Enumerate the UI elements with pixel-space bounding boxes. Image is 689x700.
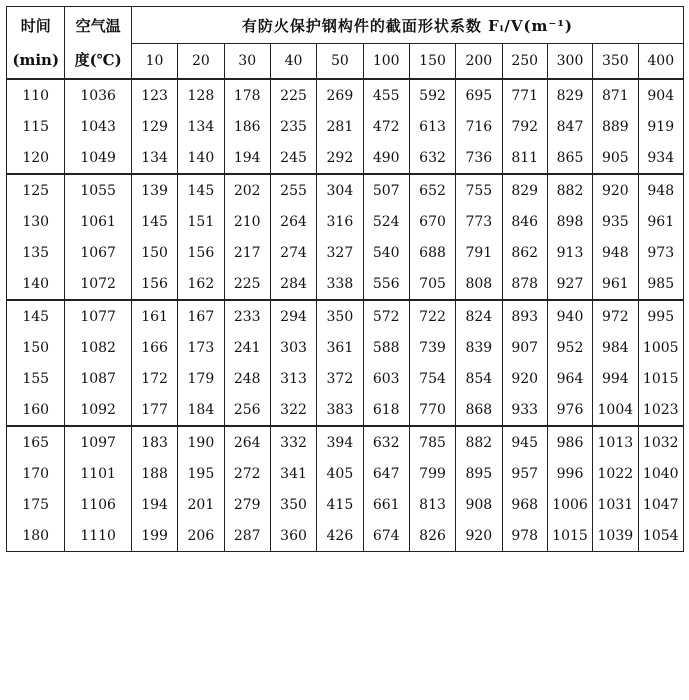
cell-air-temp: 1087 xyxy=(65,363,131,394)
cell-value: 948 xyxy=(638,174,684,206)
cell-value: 284 xyxy=(270,268,316,300)
cell-value: 588 xyxy=(363,332,409,363)
cell-value: 139 xyxy=(131,174,177,206)
cell-value: 716 xyxy=(456,111,502,142)
cell-value: 145 xyxy=(178,174,224,206)
cell-value: 327 xyxy=(317,237,363,268)
cell-value: 968 xyxy=(502,489,547,520)
cell-value: 225 xyxy=(270,79,316,111)
cell-air-temp: 1097 xyxy=(65,426,131,458)
table-row xyxy=(7,332,684,363)
cell-value: 739 xyxy=(409,332,455,363)
header-factor-150: 150 xyxy=(409,44,455,80)
cell-value: 1005 xyxy=(638,332,684,363)
cell-value: 920 xyxy=(456,520,502,552)
cell-value: 186 xyxy=(224,111,270,142)
cell-value: 920 xyxy=(502,363,547,394)
cell-air-temp: 1043 xyxy=(65,111,131,142)
cell-air-temp: 1082 xyxy=(65,332,131,363)
cell-value: 1054 xyxy=(638,520,684,552)
cell-time: 165 xyxy=(7,426,65,458)
cell-value: 264 xyxy=(270,206,316,237)
cell-value: 934 xyxy=(638,142,684,174)
cell-value: 976 xyxy=(547,394,592,426)
cell-value: 895 xyxy=(456,458,502,489)
cell-value: 134 xyxy=(131,142,177,174)
cell-value: 202 xyxy=(224,174,270,206)
cell-value: 773 xyxy=(456,206,502,237)
cell-value: 287 xyxy=(224,520,270,552)
cell-air-temp: 1036 xyxy=(65,79,131,111)
cell-value: 316 xyxy=(317,206,363,237)
cell-value: 524 xyxy=(363,206,409,237)
cell-value: 985 xyxy=(638,268,684,300)
table-row xyxy=(7,520,684,552)
cell-value: 919 xyxy=(638,111,684,142)
cell-time: 130 xyxy=(7,206,65,237)
header-factor-100: 100 xyxy=(363,44,409,80)
table-row xyxy=(7,363,684,394)
cell-value: 754 xyxy=(409,363,455,394)
cell-value: 145 xyxy=(131,206,177,237)
cell-value: 151 xyxy=(178,206,224,237)
cell-value: 674 xyxy=(363,520,409,552)
cell-value: 455 xyxy=(363,79,409,111)
cell-value: 1040 xyxy=(638,458,684,489)
cell-value: 688 xyxy=(409,237,455,268)
cell-time: 125 xyxy=(7,174,65,206)
cell-value: 882 xyxy=(547,174,592,206)
cell-value: 167 xyxy=(178,300,224,332)
cell-value: 1031 xyxy=(593,489,638,520)
cell-value: 235 xyxy=(270,111,316,142)
cell-value: 572 xyxy=(363,300,409,332)
cell-value: 1006 xyxy=(547,489,592,520)
cell-air-temp: 1055 xyxy=(65,174,131,206)
cell-air-temp: 1061 xyxy=(65,206,131,237)
cell-value: 854 xyxy=(456,363,502,394)
table-row xyxy=(7,79,684,111)
cell-value: 670 xyxy=(409,206,455,237)
cell-value: 361 xyxy=(317,332,363,363)
cell-value: 908 xyxy=(456,489,502,520)
cell-value: 183 xyxy=(131,426,177,458)
table-row xyxy=(7,458,684,489)
header-factor-300: 300 xyxy=(547,44,592,80)
header-factor-50: 50 xyxy=(317,44,363,80)
cell-value: 201 xyxy=(178,489,224,520)
cell-air-temp: 1106 xyxy=(65,489,131,520)
table-row xyxy=(7,142,684,174)
cell-value: 618 xyxy=(363,394,409,426)
cell-value: 647 xyxy=(363,458,409,489)
cell-value: 652 xyxy=(409,174,455,206)
cell-value: 755 xyxy=(456,174,502,206)
cell-time: 175 xyxy=(7,489,65,520)
cell-value: 952 xyxy=(547,332,592,363)
steel-temperature-table xyxy=(6,6,684,552)
cell-value: 322 xyxy=(270,394,316,426)
cell-value: 338 xyxy=(317,268,363,300)
cell-air-temp: 1067 xyxy=(65,237,131,268)
header-time-line2: (min) xyxy=(12,50,60,69)
cell-value: 341 xyxy=(270,458,316,489)
cell-value: 973 xyxy=(638,237,684,268)
cell-value: 179 xyxy=(178,363,224,394)
cell-value: 217 xyxy=(224,237,270,268)
cell-value: 957 xyxy=(502,458,547,489)
cell-air-temp: 1110 xyxy=(65,520,131,552)
cell-value: 613 xyxy=(409,111,455,142)
cell-value: 898 xyxy=(547,206,592,237)
cell-value: 178 xyxy=(224,79,270,111)
table-row xyxy=(7,426,684,458)
cell-value: 383 xyxy=(317,394,363,426)
cell-value: 405 xyxy=(317,458,363,489)
cell-value: 426 xyxy=(317,520,363,552)
cell-value: 984 xyxy=(593,332,638,363)
cell-value: 188 xyxy=(131,458,177,489)
cell-value: 350 xyxy=(270,489,316,520)
cell-value: 1023 xyxy=(638,394,684,426)
cell-value: 472 xyxy=(363,111,409,142)
cell-value: 264 xyxy=(224,426,270,458)
cell-value: 556 xyxy=(363,268,409,300)
cell-value: 206 xyxy=(178,520,224,552)
cell-value: 156 xyxy=(131,268,177,300)
header-factor-20: 20 xyxy=(178,44,224,80)
cell-value: 705 xyxy=(409,268,455,300)
cell-value: 199 xyxy=(131,520,177,552)
cell-value: 907 xyxy=(502,332,547,363)
header-factor-40: 40 xyxy=(270,44,316,80)
cell-value: 1047 xyxy=(638,489,684,520)
cell-air-temp: 1049 xyxy=(65,142,131,174)
table-body xyxy=(7,79,684,552)
cell-value: 824 xyxy=(456,300,502,332)
cell-value: 889 xyxy=(593,111,638,142)
cell-value: 829 xyxy=(547,79,592,111)
cell-value: 945 xyxy=(502,426,547,458)
table-row xyxy=(7,206,684,237)
cell-value: 868 xyxy=(456,394,502,426)
cell-time: 145 xyxy=(7,300,65,332)
cell-air-temp: 1101 xyxy=(65,458,131,489)
cell-time: 110 xyxy=(7,79,65,111)
cell-value: 603 xyxy=(363,363,409,394)
cell-value: 1004 xyxy=(593,394,638,426)
cell-value: 332 xyxy=(270,426,316,458)
cell-value: 771 xyxy=(502,79,547,111)
cell-value: 241 xyxy=(224,332,270,363)
table-row xyxy=(7,489,684,520)
header-time xyxy=(7,7,65,80)
cell-value: 150 xyxy=(131,237,177,268)
header-time-line1: 时间 xyxy=(20,16,51,35)
cell-value: 1015 xyxy=(638,363,684,394)
cell-value: 994 xyxy=(593,363,638,394)
cell-value: 1022 xyxy=(593,458,638,489)
cell-value: 995 xyxy=(638,300,684,332)
cell-value: 785 xyxy=(409,426,455,458)
cell-value: 256 xyxy=(224,394,270,426)
cell-value: 871 xyxy=(593,79,638,111)
cell-value: 303 xyxy=(270,332,316,363)
cell-value: 245 xyxy=(270,142,316,174)
cell-value: 865 xyxy=(547,142,592,174)
cell-air-temp: 1092 xyxy=(65,394,131,426)
cell-value: 172 xyxy=(131,363,177,394)
cell-time: 140 xyxy=(7,268,65,300)
cell-value: 279 xyxy=(224,489,270,520)
cell-value: 304 xyxy=(317,174,363,206)
cell-value: 799 xyxy=(409,458,455,489)
cell-value: 878 xyxy=(502,268,547,300)
header-factor-250: 250 xyxy=(502,44,547,80)
cell-value: 996 xyxy=(547,458,592,489)
header-air-line2: 度(℃) xyxy=(74,50,122,69)
cell-value: 507 xyxy=(363,174,409,206)
cell-value: 269 xyxy=(317,79,363,111)
cell-value: 839 xyxy=(456,332,502,363)
cell-value: 274 xyxy=(270,237,316,268)
cell-value: 792 xyxy=(502,111,547,142)
cell-value: 846 xyxy=(502,206,547,237)
cell-time: 120 xyxy=(7,142,65,174)
cell-value: 826 xyxy=(409,520,455,552)
table-header xyxy=(7,7,684,80)
cell-value: 882 xyxy=(456,426,502,458)
cell-value: 177 xyxy=(131,394,177,426)
cell-value: 194 xyxy=(131,489,177,520)
cell-value: 695 xyxy=(456,79,502,111)
cell-value: 736 xyxy=(456,142,502,174)
cell-value: 1039 xyxy=(593,520,638,552)
cell-time: 135 xyxy=(7,237,65,268)
cell-value: 162 xyxy=(178,268,224,300)
cell-value: 194 xyxy=(224,142,270,174)
cell-value: 592 xyxy=(409,79,455,111)
cell-value: 360 xyxy=(270,520,316,552)
table-row xyxy=(7,300,684,332)
cell-value: 313 xyxy=(270,363,316,394)
cell-value: 632 xyxy=(363,426,409,458)
cell-value: 913 xyxy=(547,237,592,268)
cell-time: 170 xyxy=(7,458,65,489)
cell-value: 166 xyxy=(131,332,177,363)
cell-value: 722 xyxy=(409,300,455,332)
cell-value: 490 xyxy=(363,142,409,174)
cell-value: 129 xyxy=(131,111,177,142)
cell-value: 134 xyxy=(178,111,224,142)
cell-value: 1015 xyxy=(547,520,592,552)
cell-air-temp: 1077 xyxy=(65,300,131,332)
cell-value: 862 xyxy=(502,237,547,268)
cell-value: 920 xyxy=(593,174,638,206)
cell-value: 847 xyxy=(547,111,592,142)
header-factor-200: 200 xyxy=(456,44,502,80)
cell-value: 281 xyxy=(317,111,363,142)
cell-value: 893 xyxy=(502,300,547,332)
cell-value: 195 xyxy=(178,458,224,489)
cell-value: 225 xyxy=(224,268,270,300)
table-row xyxy=(7,174,684,206)
cell-value: 770 xyxy=(409,394,455,426)
cell-value: 829 xyxy=(502,174,547,206)
cell-value: 986 xyxy=(547,426,592,458)
cell-value: 190 xyxy=(178,426,224,458)
cell-value: 294 xyxy=(270,300,316,332)
cell-value: 210 xyxy=(224,206,270,237)
cell-value: 1032 xyxy=(638,426,684,458)
header-air-line1: 空气温 xyxy=(75,16,121,35)
cell-time: 180 xyxy=(7,520,65,552)
cell-value: 933 xyxy=(502,394,547,426)
cell-value: 372 xyxy=(317,363,363,394)
cell-value: 661 xyxy=(363,489,409,520)
header-factor-350: 350 xyxy=(593,44,638,80)
cell-value: 811 xyxy=(502,142,547,174)
cell-time: 115 xyxy=(7,111,65,142)
cell-value: 961 xyxy=(638,206,684,237)
cell-value: 350 xyxy=(317,300,363,332)
table-row xyxy=(7,394,684,426)
cell-value: 161 xyxy=(131,300,177,332)
cell-value: 255 xyxy=(270,174,316,206)
table-row xyxy=(7,111,684,142)
cell-time: 160 xyxy=(7,394,65,426)
cell-value: 415 xyxy=(317,489,363,520)
cell-value: 394 xyxy=(317,426,363,458)
cell-value: 128 xyxy=(178,79,224,111)
cell-value: 248 xyxy=(224,363,270,394)
cell-time: 150 xyxy=(7,332,65,363)
cell-value: 272 xyxy=(224,458,270,489)
cell-value: 813 xyxy=(409,489,455,520)
cell-value: 233 xyxy=(224,300,270,332)
table-row xyxy=(7,268,684,300)
cell-value: 948 xyxy=(593,237,638,268)
cell-value: 632 xyxy=(409,142,455,174)
cell-value: 173 xyxy=(178,332,224,363)
table-row xyxy=(7,237,684,268)
temperature-table-container xyxy=(6,6,684,552)
cell-time: 155 xyxy=(7,363,65,394)
header-section-factor-group: 有防火保护钢构件的截面形状系数 Fᵢ/V(m⁻¹) xyxy=(131,7,683,44)
cell-value: 905 xyxy=(593,142,638,174)
cell-value: 791 xyxy=(456,237,502,268)
cell-value: 961 xyxy=(593,268,638,300)
header-air-temp xyxy=(65,7,131,80)
cell-value: 140 xyxy=(178,142,224,174)
cell-value: 292 xyxy=(317,142,363,174)
header-factor-30: 30 xyxy=(224,44,270,80)
cell-value: 156 xyxy=(178,237,224,268)
cell-value: 1013 xyxy=(593,426,638,458)
cell-value: 927 xyxy=(547,268,592,300)
header-factor-400: 400 xyxy=(638,44,684,80)
cell-value: 904 xyxy=(638,79,684,111)
cell-value: 940 xyxy=(547,300,592,332)
cell-value: 978 xyxy=(502,520,547,552)
header-factor-10: 10 xyxy=(131,44,177,80)
cell-air-temp: 1072 xyxy=(65,268,131,300)
cell-value: 184 xyxy=(178,394,224,426)
cell-value: 935 xyxy=(593,206,638,237)
cell-value: 540 xyxy=(363,237,409,268)
cell-value: 808 xyxy=(456,268,502,300)
cell-value: 123 xyxy=(131,79,177,111)
cell-value: 972 xyxy=(593,300,638,332)
cell-value: 964 xyxy=(547,363,592,394)
